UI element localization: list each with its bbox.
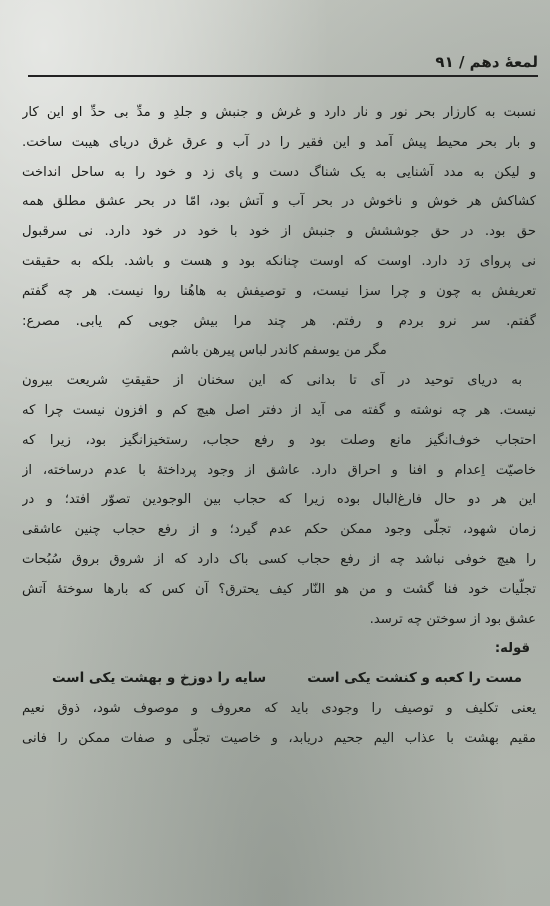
body-text xyxy=(22,98,536,754)
verse-hemistich-second: سایه را دوزخ و بهشت یکی است xyxy=(52,670,267,687)
text-line: گفتم. سر نرو بردم و رفتم. هر چند مرا بیش جویی کم یابی. مصرع: xyxy=(22,313,536,329)
text-line: و لیکن به مدد آشنایی به یک شناگ دست و پای زد و خود را به ساحل انداخت xyxy=(22,164,536,180)
verse-hemistich-first: مست را کعبه و کنشت یکی است xyxy=(307,670,522,687)
text-line: به دریای توحید در آی تا بدانی که این سخنان از حقیقتِ شریعت بیرون xyxy=(22,373,522,389)
text-line: احتجاب خوف‌انگیز مانع وصلت بود و رفع حجاب، رستخیزانگیز بود، زیرا که xyxy=(22,432,536,448)
text-line: کشاکش هر خوش و ناخوش در بحر آب و آتش بود، امّا در بحر عشق مطلق همه xyxy=(22,194,536,210)
text-line: زمان شهود، تجلّی وجود ممکن حکم عدم گیرد؛ و از رفع حجاب چنین عاشقی xyxy=(22,522,536,538)
text-line: عشق بود از سوختن چه ترسد. xyxy=(369,611,536,627)
text-line: تعریفش به چون و چرا سزا نیست، و توصیفش به هاهُنا روا نیست. هر چه گفتم xyxy=(22,283,536,299)
verse-couplet xyxy=(22,664,536,694)
text-line: تجلّیات خود فنا گشت و من هو النّار کیف یحترق؟ آن کس که بارها سوختهٔ آتش xyxy=(22,581,536,597)
page-header xyxy=(28,45,538,77)
text-line: یعنی تکلیف و توصیف را وجودی باید که معروف و موصوف شود، ذوق نعیم xyxy=(22,700,536,716)
running-head: لمعهٔ دهم / ۹۱ xyxy=(435,53,538,71)
qawluhu-label: قوله: xyxy=(494,641,530,657)
text-line: نسبت به کارزار بحر نور و نار دارد و غرش و جنبش و جلدِ و مدِّ بی حدِّ او این کار xyxy=(22,105,536,120)
text-line: را هیچ خوفی نباشد چه از رفع حجاب کسی باک دارد که از شروق بروق سُبُحات xyxy=(22,551,536,567)
text-line: و بار بحر محیط پیش آمد و این فقیر را در آب و عرق غرق دریای هیبت ساخت. xyxy=(22,134,536,150)
text-line: نی پروای رَد دارد. اوست که اوست چنانکه بود و هست و باشد. بلکه به حقیقت xyxy=(22,253,536,269)
text-line: نیست. هر چه نوشته و گفته می آید از دفتر اصل هیچ کم و افزون نیست چرا که xyxy=(22,402,536,418)
misra-line: مگر من یوسفم کاندر لباس پیرهن باشم xyxy=(171,343,387,359)
text-line: حق بود. در حق جوششش و جنبش از خود با خود در خود دارد. نی سرقبول xyxy=(22,224,536,240)
text-line: مقیم بهشت با عذاب الیم جحیم دریابد، و خاصیت تجلّی و صفات ممکن را فانی xyxy=(22,730,536,746)
text-line: این هر دو حال فارغ‌البال بوده زیرا که حجاب بین الوجودین تصوّر افتد؛ و در xyxy=(22,492,536,508)
text-line: خاصیّت اِعدام و افنا و احراق دارد. عاشق از وجود پرداختهٔ با عدم درساخته، از xyxy=(22,462,536,478)
